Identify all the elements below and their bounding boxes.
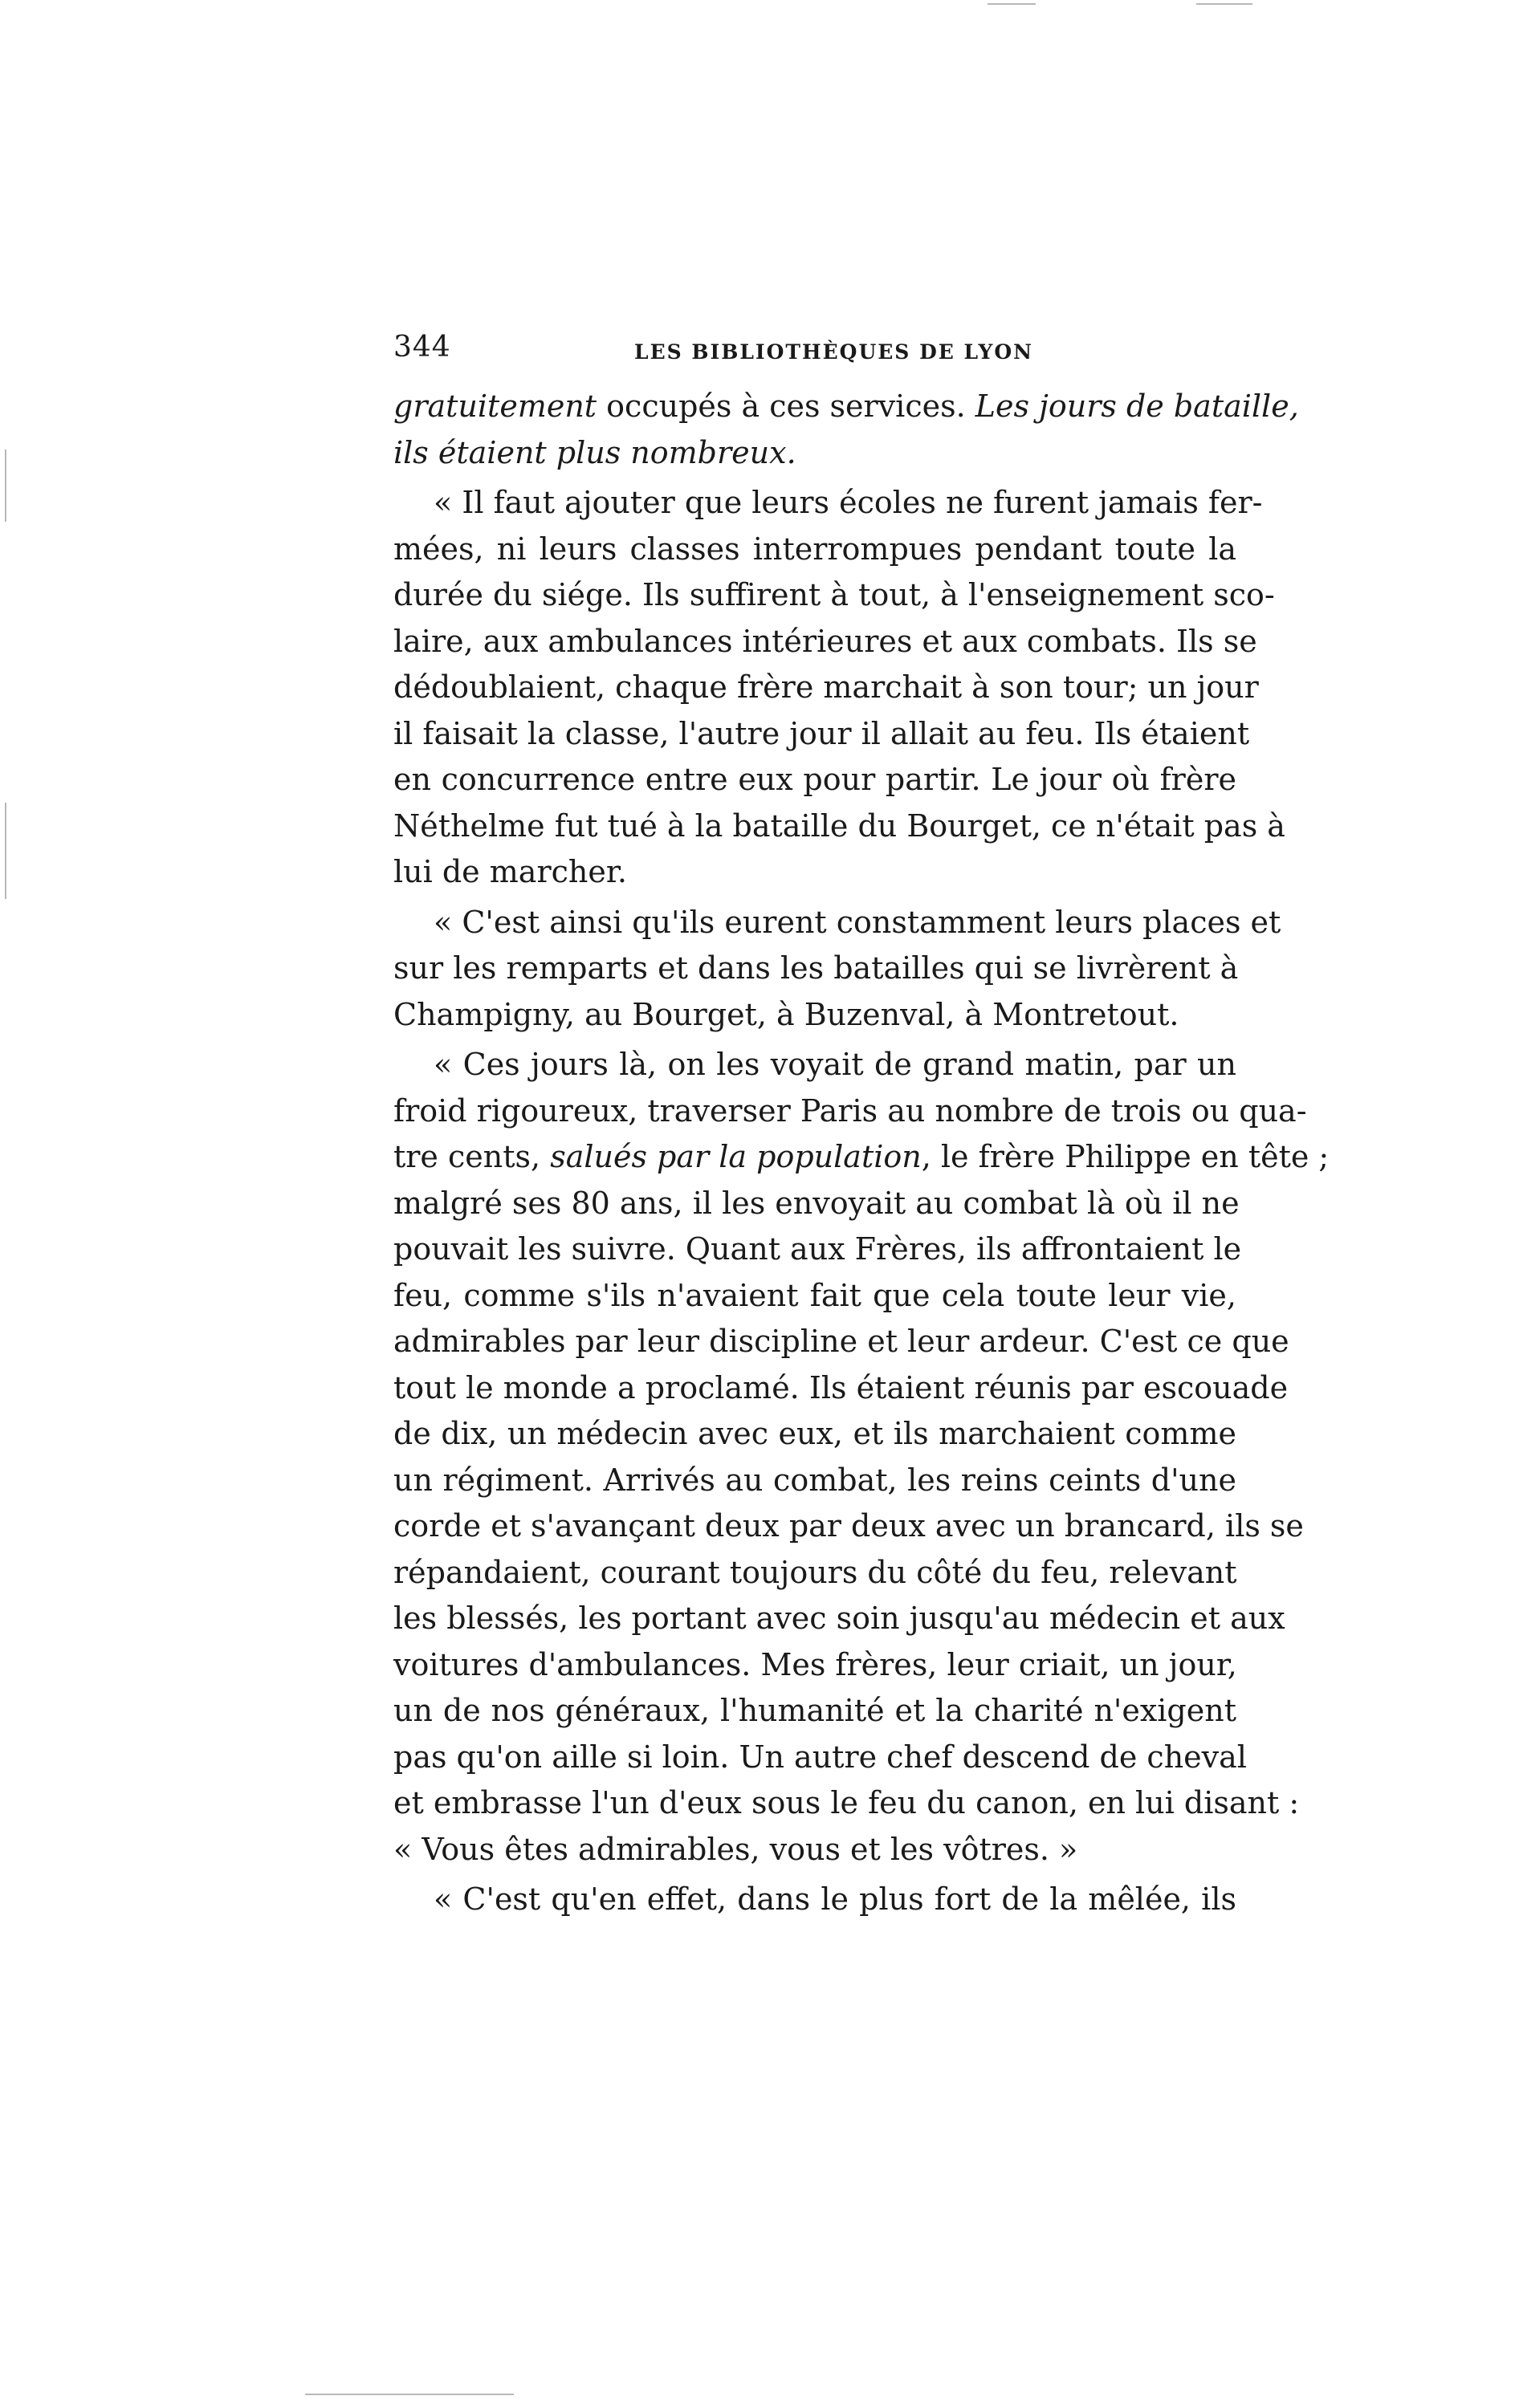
text-line — [393, 1458, 1236, 1504]
text-run: et embrasse l'un d'eux sous le feu du canon, en lui disant : — [393, 1785, 1300, 1820]
text-run: il faisait la classe, l'autre jour il allait au feu. Ils étaient — [393, 715, 1250, 751]
scan-artifact — [305, 2394, 514, 2395]
text-run: un régiment. Arrivés au combat, les reins ceints d'une — [393, 1462, 1236, 1498]
text-line — [393, 1181, 1240, 1227]
text-run: tre cents, — [393, 1139, 551, 1174]
italic-text: ils étaient plus nombreux. — [393, 434, 796, 470]
italic-text: Les jours de bataille, — [975, 388, 1299, 424]
text-run: malgré ses 80 ans, il les envoyait au combat là où il ne — [393, 1185, 1240, 1221]
text-run: laire, aux ambulances intérieures et aux combats. Ils se — [393, 623, 1257, 659]
text-line — [393, 900, 1281, 946]
text-run: tout le monde a proclamé. Ils étaient réunis par escouade — [393, 1369, 1289, 1405]
text-line — [393, 1042, 1236, 1088]
text-line — [393, 1735, 1247, 1781]
text-line — [393, 1365, 1289, 1412]
text-line — [393, 665, 1259, 711]
text-line — [393, 1642, 1236, 1689]
text-line — [393, 384, 1299, 430]
scan-artifact — [1196, 3, 1252, 5]
text-line — [393, 1688, 1236, 1735]
text-run: pas qu'on aille si loin. Un autre chef descend de cheval — [393, 1739, 1247, 1775]
text-run: un de nos généraux, l'humanité et la charité n'exigent — [393, 1693, 1236, 1728]
text-run: « C'est ainsi qu'ils eurent constamment leurs places et — [434, 904, 1281, 940]
scan-artifact — [5, 803, 6, 899]
text-line — [393, 849, 1236, 896]
page-header — [393, 331, 1236, 379]
text-run: de dix, un médecin avec eux, et ils marchaient comme — [393, 1416, 1236, 1451]
text-run: occupés à ces services. — [597, 388, 975, 424]
text-line — [393, 1877, 1236, 1923]
text-run: « C'est qu'en effet, dans le plus fort de la mêlée, ils — [434, 1881, 1236, 1917]
italic-text: gratuitement — [393, 388, 597, 424]
text-run: mées, ni leurs classes interrompues pendant toute la — [393, 531, 1236, 567]
text-line — [393, 1134, 1330, 1181]
text-line — [393, 430, 1236, 477]
text-run: dédoublaient, chaque frère marchait à son tour; un jour — [393, 669, 1259, 705]
text-run: admirables par leur discipline et leur ardeur. C'est ce que — [393, 1324, 1289, 1359]
page-number: 344 — [393, 331, 451, 364]
text-line — [393, 527, 1236, 573]
text-line — [393, 1550, 1236, 1597]
scan-artifact — [5, 449, 6, 522]
text-line — [393, 1273, 1236, 1320]
text-line — [393, 1088, 1307, 1135]
text-line — [393, 480, 1263, 527]
text-run: feu, comme s'ils n'avaient fait que cela toute leur vie, — [393, 1277, 1236, 1313]
text-run: Néthelme fut tué à la bataille du Bourget, ce n'était pas à — [393, 807, 1285, 844]
text-line — [393, 1411, 1236, 1458]
text-run: corde et s'avançant deux par deux avec un brancard, ils se — [393, 1508, 1304, 1544]
text-run: lui de marcher. — [393, 854, 627, 889]
scan-artifact — [988, 3, 1036, 5]
text-run: pouvait les suivre. Quant aux Frères, ils affrontaient le — [393, 1231, 1242, 1267]
text-line — [393, 757, 1236, 803]
text-line — [393, 1503, 1304, 1550]
text-line — [393, 619, 1257, 665]
text-line — [393, 946, 1239, 992]
text-run: répandaient, courant toujours du côté du feu, relevant — [393, 1554, 1237, 1590]
text-line — [393, 1827, 1236, 1873]
text-run: les blessés, les portant avec soin jusqu'au médecin et aux — [393, 1601, 1285, 1636]
running-title: LES BIBLIOTHÈQUES DE LYON — [634, 340, 1033, 364]
text-run: « Il faut ajouter que leurs écoles ne furent jamais fer- — [434, 485, 1263, 520]
text-run: sur les remparts et dans les batailles qui se livrèrent à — [393, 950, 1239, 986]
text-run: froid rigoureux, traverser Paris au nombre de trois ou qua- — [393, 1092, 1307, 1129]
text-line — [393, 803, 1285, 850]
text-run: voitures d'ambulances. Mes frères, leur criait, un jour, — [393, 1646, 1237, 1682]
italic-text: salués par la population — [550, 1139, 922, 1174]
text-run: en concurrence entre eux pour partir. Le jour où frère — [393, 762, 1236, 797]
text-line — [393, 1226, 1242, 1273]
text-run: durée du siége. Ils suffirent à tout, à l'enseignement sco- — [393, 577, 1275, 612]
text-line — [393, 1596, 1285, 1642]
text-line — [393, 992, 1236, 1039]
text-line — [393, 572, 1275, 619]
text-run: Champigny, au Bourget, à Buzenval, à Montretout. — [393, 996, 1179, 1032]
text-line — [393, 1780, 1300, 1827]
text-run: « Vous êtes admirables, vous et les vôtres. » — [393, 1831, 1078, 1867]
text-line — [393, 711, 1250, 758]
text-line — [393, 1319, 1289, 1365]
text-run: , le frère Philippe en tête ; — [921, 1139, 1330, 1174]
body-text — [393, 384, 1330, 1923]
text-run: « Ces jours là, on les voyait de grand matin, par un — [434, 1047, 1236, 1082]
